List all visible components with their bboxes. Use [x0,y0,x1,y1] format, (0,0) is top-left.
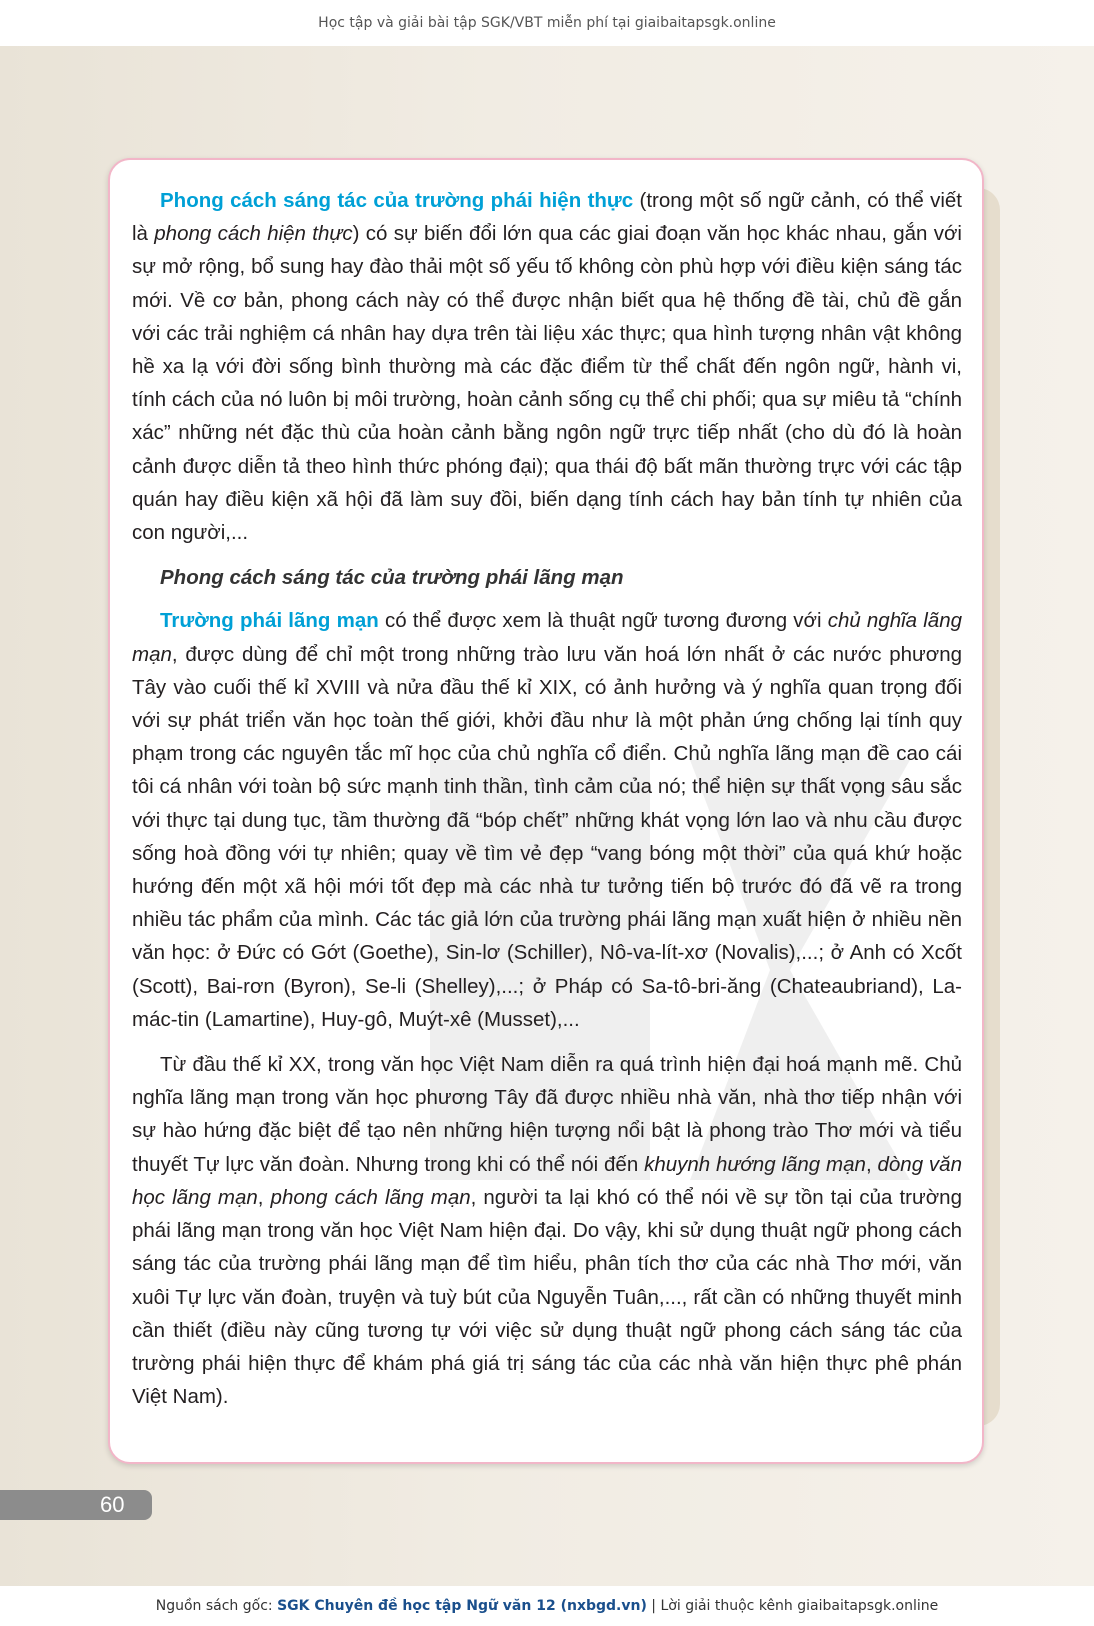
section-subheading: Phong cách sáng tác của trường phái lãng mạn [160,566,624,590]
content-card [108,158,984,1464]
p1-text-a: (trong một số ngữ cảnh, có thể viết là [132,189,963,246]
p2-text-b: , được dùng để chỉ một trong những trào lưu văn hoá lớn nhất ở các nước phương Tây vào cuối thế kỉ XVIII và nửa đầu thế kỉ XIX, có ảnh hưởng và ý nghĩa quan trọng đối với sự phát triển văn học toàn thế giới, khởi đầu như là một phản ứng chống lại tính quy phạm trong các nguyên tắc mĩ học của chủ nghĩa cổ điển. Chủ nghĩa lãng mạn đề cao cái tôi cá nhân với toàn bộ sức mạnh tinh thần, tình cảm của nó; thể hiện sự thất vọng sâu sắc với thực tại dung tục, tầm thường đã “bóp chết” những khát vọng lớn lao và nhu cầu được sống hoà đồng với tự nhiên; quay về tìm vẻ đẹp “vang bóng một thời” của quá khứ hoặc hướng đến một xã hội mới tốt đẹp mà các nhà tư tưởng tiến bộ trước đó đã vẽ ra trong nhiều tác phẩm của mình. Các tác giả lớn của trường phái lãng mạn xuất hiện ở nhiều nền văn học: ở Đức có Gớt (Goethe), Sin-lơ (Schiller), Nô-va-lít-xơ (Novalis),...; ở Anh có Xcốt (Scott), Bai-rơn (Byron), Se-li (Shelley),...; ở Pháp có Sa-tô-bri-ăng (Chateaubriand), La-mác-tin (Lamartine), Huy-gô, Muýt-xê (Musset),... [132,642,962,1031]
p3-text-d: , người ta lại khó có thể nói về sự tồn tại của trường phái lãng mạn trong văn học Việt Nam hiện đại. Do vậy, khi sử dụng thuật ngữ phong cách sáng tác của trường phái lãng mạn để tìm hiểu, phân tích thơ của các nhà Thơ mới, văn xuôi Tự lực văn đoàn, truyện và tuỳ bút của Nguyễn Tuân,..., rất cần có những thuyết minh cần thiết (điều này cũng tương tự với việc sử dụng thuật ngữ phong cách sáng tác của trường phái hiện thực để khám phá giá trị sáng tác của các nhà văn hiện thực phê phán Việt Nam). [132,1185,962,1409]
page-number: 60 [100,1492,125,1517]
paragraph-realism [132,184,962,549]
paragraph-vietnam [132,1048,962,1413]
p2-italic-a: chủ nghĩa lãng mạn [132,609,962,666]
footer-suffix: Lời giải thuộc kênh giaibaitapsgk.online [660,1598,939,1614]
p3-italic-b: dòng văn học lãng mạn [132,1152,962,1209]
p3-text-b: , [865,1152,878,1176]
p2-text-a: có thể được xem là thuật ngữ tương đương với [378,609,828,633]
top-banner [0,0,1094,46]
bottom-banner [0,1586,1094,1626]
source-link[interactable]: SGK Chuyên đề học tập Ngữ văn 12 (nxbgd.vn) [277,1598,647,1614]
p3-text-a: Từ đầu thế kỉ XX, trong văn học Việt Nam diễn ra quá trình hiện đại hoá mạnh mẽ. Chủ nghĩa lãng mạn trong văn học phương Tây đã được nhiều nhà văn, nhà thơ tiếp nhận với sự hào hứng đặc biệt để tạo nên những hiện tượng nổi bật là phong trào Thơ mới và tiểu thuyết Tự lực văn đoàn. Nhưng trong khi có thể nói đến [132,1053,962,1176]
top-banner-text: Học tập và giải bài tập SGK/VBT miễn phí tại giaibaitapsgk.online [318,15,776,31]
footer-separator: | [646,1598,661,1614]
p3-italic-a: khuynh hướng lãng mạn [644,1152,866,1176]
p3-italic-c: phong cách lãng mạn [270,1185,471,1209]
p1-text-b: ) có sự biến đổi lớn qua các giai đoạn văn học khác nhau, gắn với sự mở rộng, bổ sung hay đào thải một số yếu tố không còn phù hợp với điều kiện sáng tác mới. Về cơ bản, phong cách này có thể được nhận biết qua hệ thống đề tài, chủ đề gắn với các trải nghiệm cá nhân hay dựa trên tài liệu xác thực; qua hình tượng nhân vật không hề xa lạ với đời sống bình thường mà các đặc điểm từ thể chất đến ngôn ngữ, hành vi, tính cách của nó luôn bị môi trường, hoàn cảnh sống cụ thể chi phối; qua sự miêu tả “chính xác” những nét đặc thù của hoàn cảnh bằng ngôn ngữ trực tiếp nhất (cho dù đó là hoàn cảnh được diễn tả theo hình thức phóng đại); qua thái độ bất mãn thường trực với các tập quán hay điều kiện xã hội đã làm suy đồi, biến dạng tính cách hay bản tính tự nhiên của con người,... [132,222,962,545]
footer-prefix: Nguồn sách gốc: [155,1598,278,1614]
p3-text-c: , [257,1185,271,1209]
term-realism-style: Phong cách sáng tác của trường phái hiện thực [160,189,634,212]
term-romantic-school: Trường phái lãng mạn [160,609,379,633]
page-number-tab [0,1490,152,1520]
paragraph-romanticism [132,604,962,1036]
p1-italic-a: phong cách hiện thực [154,222,353,246]
article-body [132,184,962,1425]
